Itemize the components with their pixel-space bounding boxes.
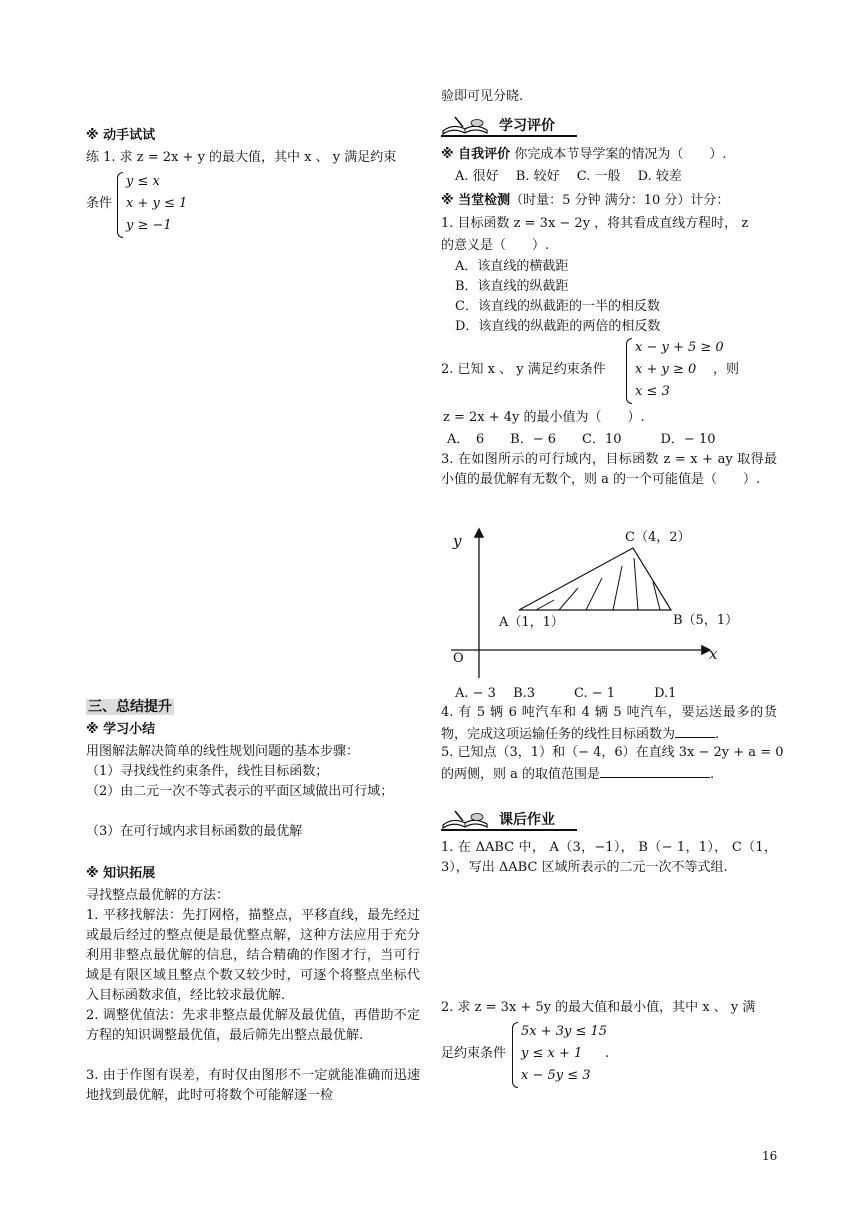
graph-label-x: x — [709, 645, 718, 663]
method-3: 3. 由于作图有误差，有时仅由图形不一定就能准确而迅速地找到最优解，此时可将数个可能解逐一检 — [86, 1068, 420, 1103]
feasible-region-graph — [441, 520, 741, 680]
continued-text: 验即可见分晓. — [441, 89, 524, 104]
hw2-prefix: 足约束条件 — [441, 1046, 507, 1061]
system-line: y ≤ x — [126, 174, 160, 189]
brace — [626, 338, 632, 404]
system-line: y ≤ x + 1 — [521, 1046, 583, 1061]
q1-line1: 1. 目标函数 z = 3x − 2y ，将其看成直线方程时， z — [441, 216, 749, 231]
book-pen-icon — [441, 114, 493, 136]
method-2: 2. 调整优值法：先求非整点最优解及最优值，再借助不定方程的知识调整最优值，最后筛先出整点最优解. — [86, 1008, 420, 1043]
q5-line2: 的两侧，则 a 的取值范围是 . — [441, 763, 714, 785]
exercise-1-system — [126, 171, 187, 237]
hw1-text: 1. 在 ΔABC 中， A（3，−1）， B（− 1，1）， C（1，3），写出 ΔABC 区域所表示的二元一次不等式组. — [441, 840, 777, 875]
try-heading: ※ 动手试试 — [86, 128, 156, 143]
q1-option-a: A．该直线的横截距 — [455, 259, 569, 274]
exercise-1-text: 练 1. 求 z = 2x + y 的最大值，其中 x 、 y 满足约束 — [86, 150, 397, 165]
steps-intro: 用图解法解决简单的线性规划问题的基本步骤： — [86, 744, 360, 759]
graph-label-y: y — [453, 532, 462, 550]
hw2-suffix: . — [605, 1046, 610, 1061]
hw2-system — [521, 1021, 610, 1087]
step-3: （3）在可行域内求目标函数的最优解 — [86, 824, 303, 839]
feasible-triangle — [519, 548, 671, 610]
integer-intro: 寻找整点最优解的方法： — [86, 888, 230, 903]
homework-header — [441, 808, 581, 830]
q2-options: A． 6 B．− 6 C．10 D．− 10 — [447, 432, 716, 447]
homework-heading: 课后作业 — [499, 812, 555, 828]
method-1: 1. 平移找解法：先打网格，描整点，平移直线，最先经过或最后经过的整点便是最优整点解，这种方法应用于充分利用非整点最优解的信息，结合精确的作图才行，当可行域是有限区域且整点个数又较少时，可逐个将整点坐标代入目标函数求值，经比较求最优解. — [86, 908, 420, 1003]
q1-option-c: C．该直线的纵截距的一半的相反数 — [455, 299, 660, 314]
system-line: x + y ≤ 1 — [126, 196, 188, 211]
brace — [117, 172, 123, 238]
q3-text: 3. 在如图所示的可行域内，目标函数 z = x + ay 取得最小值的最优解有无数个，则 a 的一个可能值是（ ）. — [441, 452, 777, 487]
graph-label-b: B（5，1） — [673, 613, 739, 628]
brace — [512, 1022, 518, 1088]
graph-label-a: A（1，1） — [499, 615, 564, 630]
system-line: x ≤ 3 — [635, 384, 670, 399]
q1-option-b: B．该直线的纵截距 — [455, 279, 569, 294]
system-line: x + y ≥ 0 — [635, 362, 697, 377]
step-1: （1）寻找线性约束条件，线性目标函数； — [86, 764, 329, 779]
system-line: x − y + 5 ≥ 0 — [635, 340, 724, 355]
summary-section-title: 三、总结提升 — [88, 699, 172, 715]
q2-prefix: 2. 已知 x 、 y 满足约束条件 — [441, 362, 606, 377]
graph-label-origin: O — [453, 651, 464, 666]
heading-underline — [441, 829, 577, 831]
exercise-1-cond-label: 条件 — [86, 196, 113, 211]
self-eval-line: ※ 自我评价 你完成本节导学案的情况为（ ）. — [441, 147, 727, 162]
q2-suffix: ，则 — [713, 362, 740, 377]
q5-line1: 5. 已知点（3，1）和（− 4，6）在直线 3x − 2y + a = 0 — [441, 745, 784, 760]
system-line: y ≥ −1 — [126, 218, 172, 233]
step-2: （2）由二元一次不等式表示的平面区域做出可行域； — [86, 784, 394, 799]
q3-options: A. − 3 B.3 C. − 1 D.1 — [455, 686, 677, 701]
book-pen-icon — [441, 808, 493, 830]
heading-underline — [441, 135, 577, 137]
system-line: x − 5y ≤ 3 — [521, 1068, 591, 1083]
graph-label-c: C（4，2） — [625, 530, 691, 545]
q1-line2: 的意义是（ ）. — [441, 238, 550, 253]
self-eval-options: A. 很好 B. 较好 C. 一般 D. 较差 — [455, 169, 682, 184]
system-line: 5x + 3y ≤ 15 — [521, 1024, 608, 1039]
eval-heading: 学习评价 — [499, 118, 555, 134]
quiz-line: ※ 当堂检测（时量：5 分钟 满分：10 分）计分： — [441, 193, 730, 208]
study-summary-heading: ※ 学习小结 — [86, 722, 156, 737]
q1-option-d: D．该直线的纵截距的两倍的相反数 — [455, 319, 661, 334]
knowledge-heading: ※ 知识拓展 — [86, 866, 156, 881]
page-number: 16 — [762, 1149, 778, 1163]
q2-system — [635, 337, 724, 403]
hatching — [536, 558, 660, 610]
eval-header — [441, 114, 581, 136]
hw2-line1: 2. 求 z = 3x + 5y 的最大值和最小值，其中 x 、 y 满 — [441, 1000, 756, 1015]
q2-line2: z = 2x + 4y 的最小值为（ ）. — [443, 410, 645, 425]
q4-text: 4. 有 5 辆 6 吨汽车和 4 辆 5 吨汽车，要运送最多的货物，完成这项运输任务的线性目标函数为 . — [441, 705, 777, 742]
